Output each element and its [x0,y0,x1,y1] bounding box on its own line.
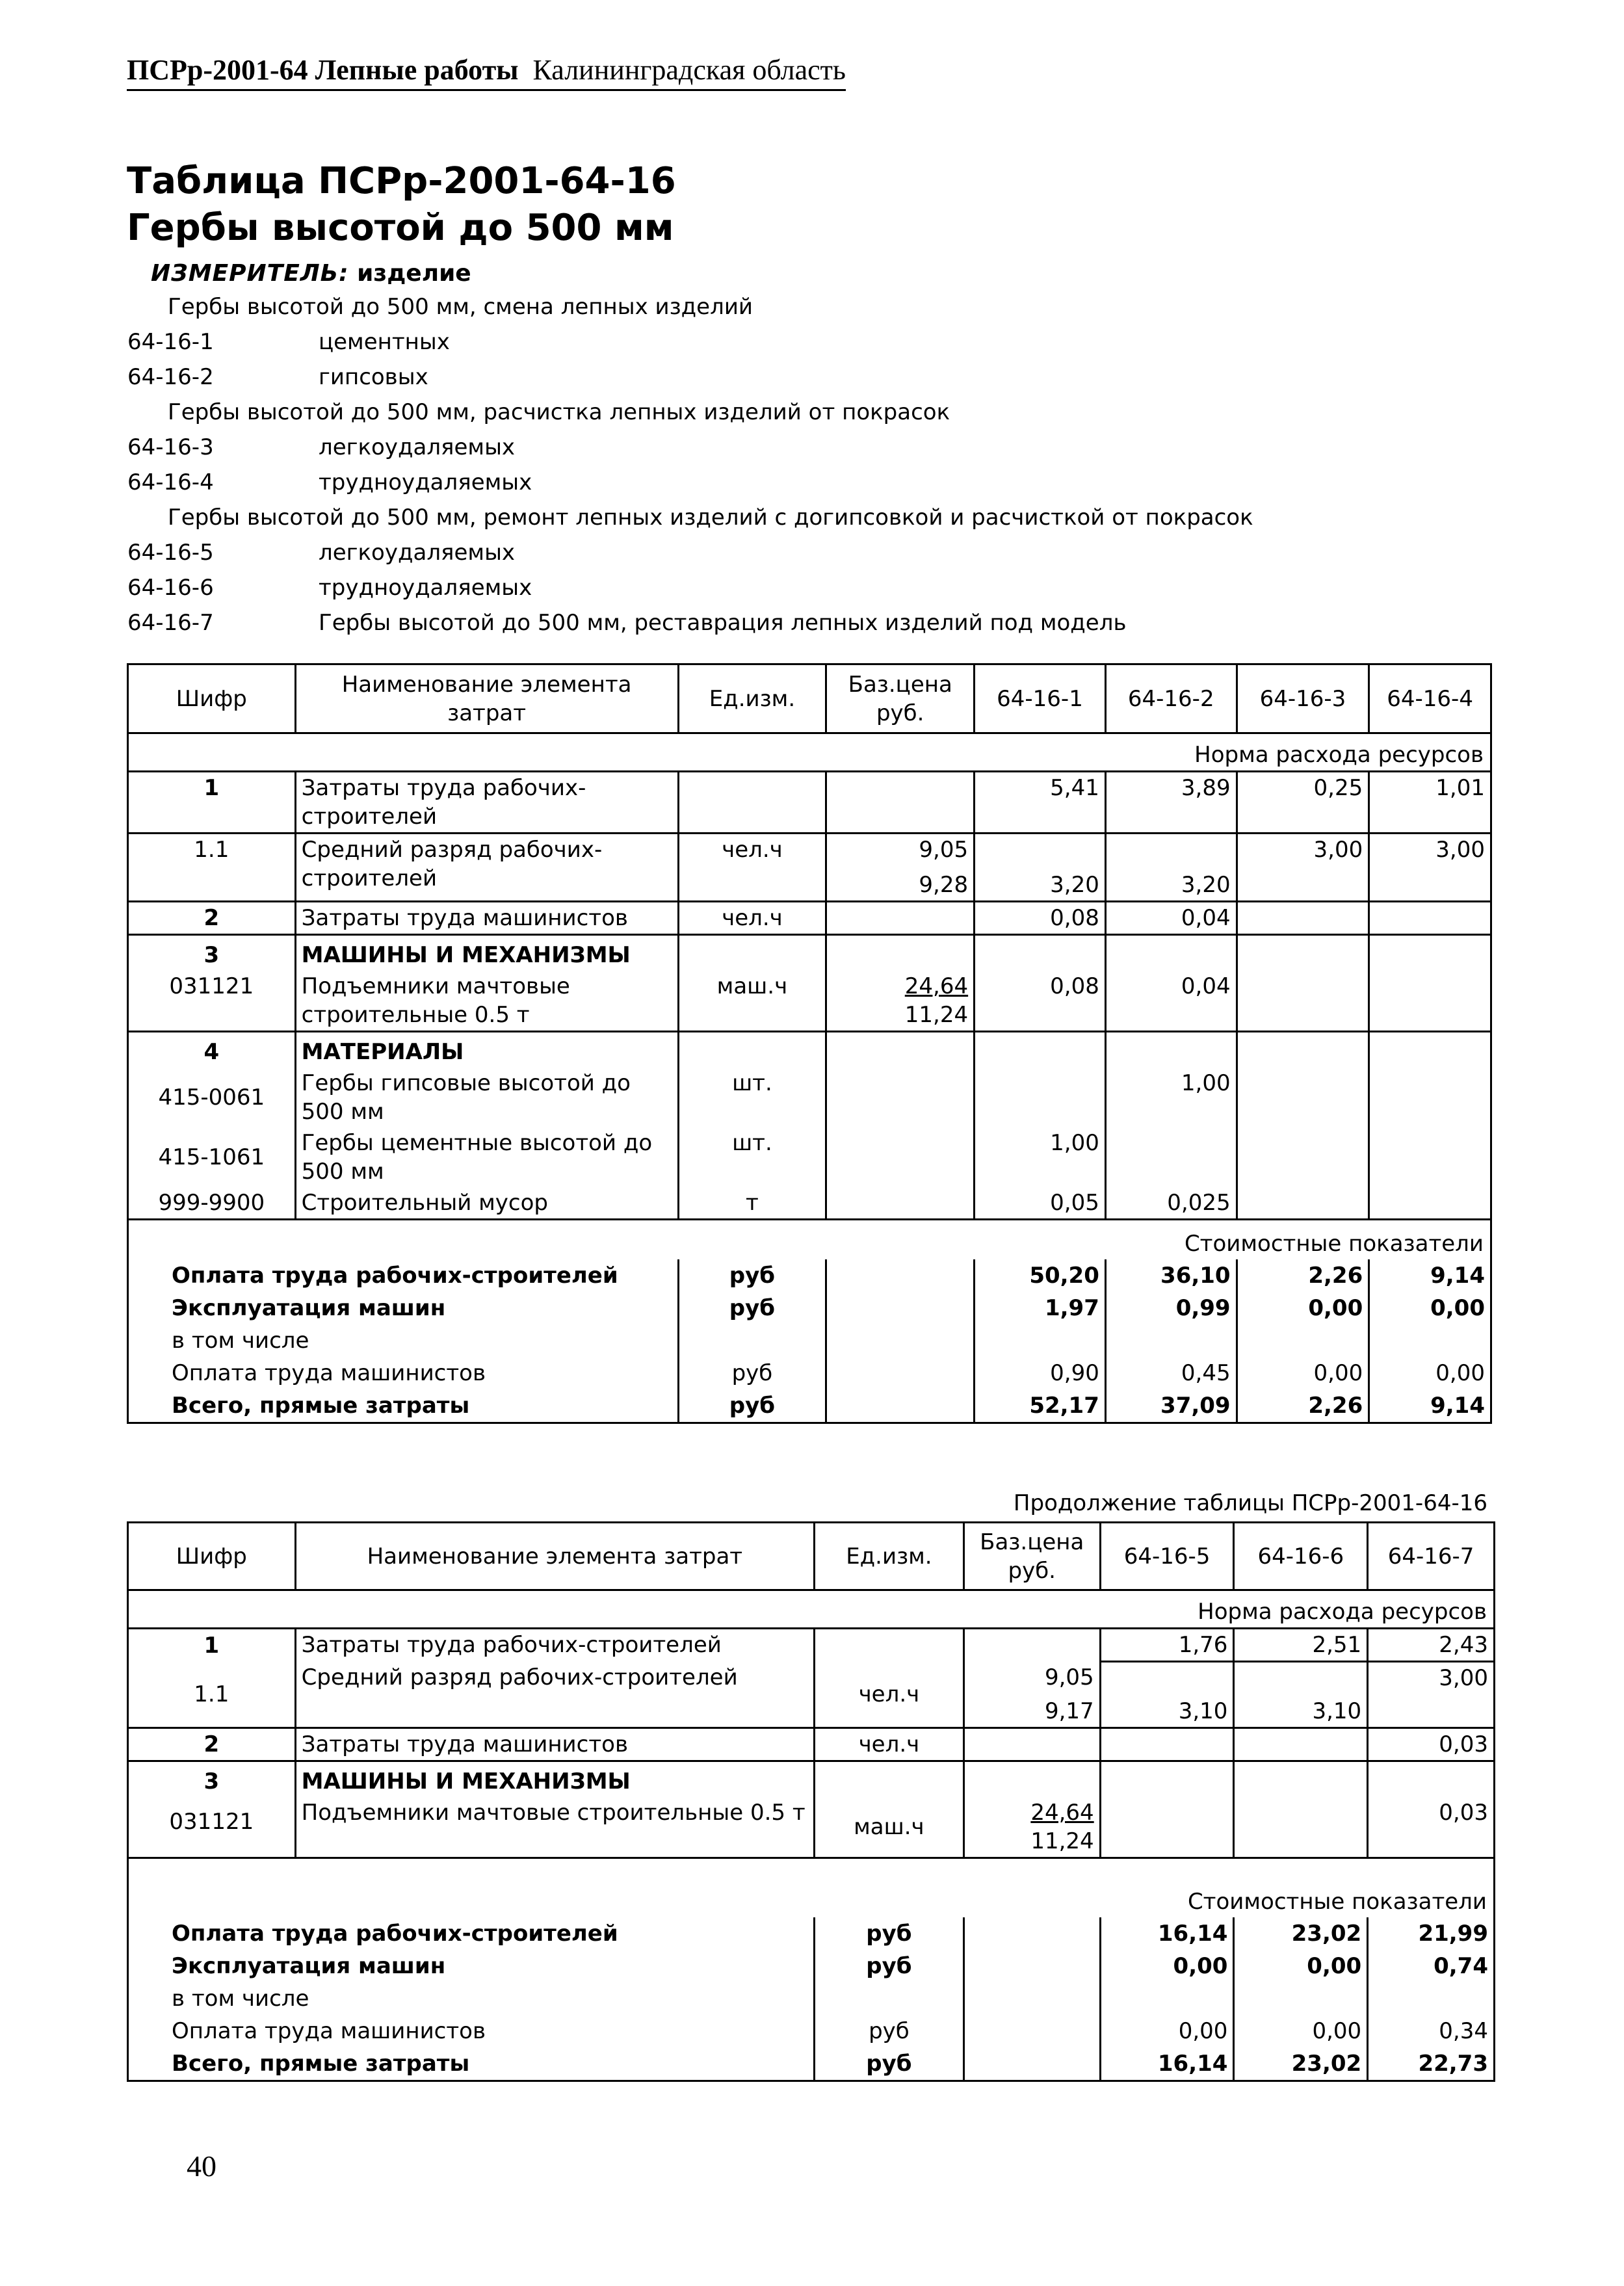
running-header [127,53,846,91]
desc-code: 64-16-3 [127,434,214,460]
row-price: 9,05 [919,837,969,863]
summary-unit: руб [678,1292,826,1324]
section-row [128,733,1491,772]
meter-value: изделие [357,260,471,287]
table-row [128,1662,1495,1728]
summary-value: 21,99 [1368,1917,1495,1950]
summary-unit: руб [815,1917,964,1950]
summary-value: 0,90 [975,1357,1106,1389]
header-code: ПСРр-2001-64 Лепные работы [127,54,519,86]
summary-row [128,1357,1491,1389]
title-line-1: Таблица ПСРр-2001-64-16 [127,160,676,202]
section-title: МАШИНЫ И МЕХАНИЗМЫ [295,935,678,971]
row-code: 3 [128,1761,296,1797]
summary-row [128,1259,1491,1292]
col-header: 64-16-5 [1100,1523,1234,1590]
summary-value: 2,26 [1237,1389,1369,1423]
row-value: 3,00 [1237,834,1369,902]
row-name: Затраты труда рабочих-строителей [295,772,678,834]
row-value: 3,10 [1100,1662,1234,1728]
row-code: 2 [128,1728,296,1761]
row-code: 031121 [128,1797,296,1858]
row-value: 0,03 [1368,1728,1495,1761]
row-value: 1,01 [1369,772,1491,834]
summary-name: в том числе [128,1982,815,2015]
desc-text: трудноудаляемых [319,469,532,495]
desc-text: легкоудаляемых [319,434,516,460]
desc-text: цементных [319,329,450,355]
summary-name: Оплата труда машинистов [128,1357,679,1389]
col-header: 64-16-6 [1234,1523,1368,1590]
summary-value: 16,14 [1100,2047,1234,2081]
row-code: 1.1 [128,1662,296,1728]
col-header: Наименование элемента затрат [295,1523,814,1590]
table-row [128,1068,1491,1127]
desc-code: 64-16-7 [127,610,214,636]
row-price: 11,24 [904,1002,969,1028]
cost-label: Стоимостные показатели [128,1220,1491,1260]
row-value: 2,51 [1234,1629,1368,1662]
page-number: 40 [187,2149,216,2183]
norm-label: Норма расхода ресурсов [128,1590,1495,1629]
summary-row [128,1389,1491,1423]
desc-text: Гербы высотой до 500 мм, смена лепных изделий [168,294,753,320]
row-unit: маш.ч [678,971,826,1032]
col-header: 64-16-4 [1369,664,1491,733]
col-header: Шифр [128,1523,296,1590]
summary-unit: руб [678,1357,826,1389]
row-unit: шт. [678,1068,826,1127]
summary-unit: руб [678,1389,826,1423]
table-header-row [128,1523,1495,1590]
summary-value: 2,26 [1237,1259,1369,1292]
resource-table-1 [127,663,1492,1424]
norm-label: Норма расхода ресурсов [128,733,1491,772]
summary-value: 23,02 [1234,1917,1368,1950]
row-name: Затраты труда машинистов [295,902,678,935]
summary-unit: руб [815,1950,964,1982]
row-unit: чел.ч [678,902,826,935]
summary-row [128,1950,1495,1982]
summary-value: 16,14 [1100,1917,1234,1950]
row-value: 3,00 [1368,1662,1495,1728]
summary-name: Оплата труда рабочих-строителей [128,1259,679,1292]
row-price: 9,17 [1044,1698,1094,1724]
row-value: 3,89 [1105,772,1237,834]
row-value: 3,20 [1105,834,1237,902]
row-code: 415-1061 [128,1127,296,1187]
summary-value: 1,97 [975,1292,1106,1324]
summary-row [128,1917,1495,1950]
col-header: Шифр [128,664,296,733]
col-header: Баз.цена руб. [826,664,975,733]
table-row [128,1728,1495,1761]
page-title [127,158,676,252]
summary-name: Эксплуатация машин [128,1950,815,1982]
row-code: 415-0061 [128,1068,296,1127]
row-price: 9,28 [919,872,969,898]
summary-value: 9,14 [1369,1259,1491,1292]
row-price: 24,64 [904,973,969,999]
row-unit: чел.ч [815,1728,964,1761]
row-value: 0,08 [975,971,1106,1032]
col-header: Ед.изм. [678,664,826,733]
summary-row [128,2047,1495,2081]
row-code: 999-9900 [128,1187,296,1220]
row-value: 0,25 [1237,772,1369,834]
section-row [128,935,1491,971]
summary-value: 0,00 [1234,2015,1368,2047]
header-region: Калининградская область [532,54,846,86]
summary-row [128,1324,1491,1357]
row-price: 24,64 [1030,1799,1094,1826]
table-row [128,971,1491,1032]
section-row [128,1590,1495,1629]
section-title: МАШИНЫ И МЕХАНИЗМЫ [295,1761,814,1797]
summary-value: 0,00 [1369,1292,1491,1324]
row-value: 0,08 [975,902,1106,935]
row-value: 0,04 [1105,971,1237,1032]
col-header: 64-16-3 [1237,664,1369,733]
row-code: 1 [128,1629,296,1662]
summary-unit: руб [815,2015,964,2047]
table-header-row [128,664,1491,733]
summary-unit: руб [678,1259,826,1292]
section-row [128,1032,1491,1068]
summary-value: 23,02 [1234,2047,1368,2081]
row-value: 1,00 [975,1127,1106,1187]
col-header: Баз.цена руб. [963,1523,1100,1590]
summary-value: 0,34 [1368,2015,1495,2047]
summary-row [128,1982,1495,2015]
summary-value: 36,10 [1105,1259,1237,1292]
summary-value: 0,00 [1369,1357,1491,1389]
row-value: 1,76 [1100,1629,1234,1662]
row-name: Затраты труда машинистов [295,1728,814,1761]
summary-unit: руб [815,2047,964,2081]
summary-value: 0,74 [1368,1950,1495,1982]
row-name: Гербы цементные высотой до 500 мм [295,1127,678,1187]
col-header: 64-16-7 [1368,1523,1495,1590]
row-price: 11,24 [1030,1828,1094,1854]
section-row [128,1858,1495,1917]
resource-table-2 [127,1521,1495,2082]
summary-value: 22,73 [1368,2047,1495,2081]
row-value: 3,00 [1369,834,1491,902]
summary-name: Всего, прямые затраты [128,1389,679,1423]
row-code: 3 [128,935,296,971]
row-value: 0,04 [1105,902,1237,935]
summary-value: 0,00 [1234,1950,1368,1982]
row-name: Строительный мусор [295,1187,678,1220]
row-unit: чел.ч [815,1662,964,1728]
row-value: 0,03 [1368,1797,1495,1858]
desc-text: Гербы высотой до 500 мм, реставрация лепных изделий под модель [319,610,1127,636]
row-name: Средний разряд рабочих-строителей [295,834,678,902]
summary-name: в том числе [128,1324,679,1357]
row-value: 3,10 [1234,1662,1368,1728]
cost-label: Стоимостные показатели [128,1858,1495,1917]
summary-value: 50,20 [975,1259,1106,1292]
desc-text: Гербы высотой до 500 мм, расчистка лепных изделий от покрасок [168,399,950,425]
summary-value: 9,14 [1369,1389,1491,1423]
desc-code: 64-16-4 [127,469,214,495]
row-unit: шт. [678,1127,826,1187]
summary-value: 0,00 [1100,2015,1234,2047]
col-header: 64-16-1 [975,664,1106,733]
row-value: 2,43 [1368,1629,1495,1662]
table-row [128,1797,1495,1858]
summary-value: 52,17 [975,1389,1106,1423]
col-header: Ед.изм. [815,1523,964,1590]
row-name: Средний разряд рабочих-строителей [295,1662,814,1728]
summary-row [128,2015,1495,2047]
summary-name: Оплата труда машинистов [128,2015,815,2047]
row-name: Подъемники мачтовые строительные 0.5 т [295,1797,814,1858]
summary-name: Эксплуатация машин [128,1292,679,1324]
row-value: 0,05 [975,1187,1106,1220]
col-header: 64-16-2 [1105,664,1237,733]
row-price: 9,05 [1044,1664,1094,1690]
desc-text: легкоудаляемых [319,540,516,566]
summary-value: 0,99 [1105,1292,1237,1324]
desc-code: 64-16-6 [127,575,214,601]
summary-row [128,1292,1491,1324]
title-line-2: Гербы высотой до 500 мм [127,207,674,249]
row-value: 3,20 [975,834,1106,902]
summary-value: 0,45 [1105,1357,1237,1389]
row-code: 2 [128,902,296,935]
continuation-note: Продолжение таблицы ПСРр-2001-64-16 [1013,1490,1487,1516]
row-name: Подъемники мачтовые строительные 0.5 т [295,971,678,1032]
row-value: 1,00 [1105,1068,1237,1127]
row-name: Затраты труда рабочих-строителей [295,1629,814,1662]
summary-value: 0,00 [1237,1357,1369,1389]
row-code: 1 [128,772,296,834]
section-title: МАТЕРИАЛЫ [295,1032,678,1068]
summary-name: Всего, прямые затраты [128,2047,815,2081]
row-value: 5,41 [975,772,1106,834]
table-row [128,772,1491,834]
meter-line [151,260,471,287]
summary-value: 0,00 [1237,1292,1369,1324]
row-unit: т [678,1187,826,1220]
summary-value: 37,09 [1105,1389,1237,1423]
table-row [128,834,1491,902]
desc-code: 64-16-5 [127,540,214,566]
desc-text: Гербы высотой до 500 мм, ремонт лепных изделий с догипсовкой и расчисткой от покрасок [168,505,1253,531]
row-name: Гербы гипсовые высотой до 500 мм [295,1068,678,1127]
meter-label: ИЗМЕРИТЕЛЬ: [151,260,349,287]
desc-code: 64-16-1 [127,329,214,355]
table-row [128,1127,1491,1187]
table-row [128,1629,1495,1662]
row-unit: чел.ч [678,834,826,902]
section-row [128,1220,1491,1260]
section-row [128,1761,1495,1797]
desc-text: гипсовых [319,364,428,390]
row-value: 0,025 [1105,1187,1237,1220]
col-header: Наименование элемента затрат [295,664,678,733]
summary-value: 0,00 [1100,1950,1234,1982]
table-row [128,902,1491,935]
summary-name: Оплата труда рабочих-строителей [128,1917,815,1950]
table-row [128,1187,1491,1220]
row-code: 1.1 [128,834,296,902]
row-code: 031121 [128,971,296,1032]
row-unit: маш.ч [815,1797,964,1858]
row-code: 4 [128,1032,296,1068]
desc-code: 64-16-2 [127,364,214,390]
desc-text: трудноудаляемых [319,575,532,601]
